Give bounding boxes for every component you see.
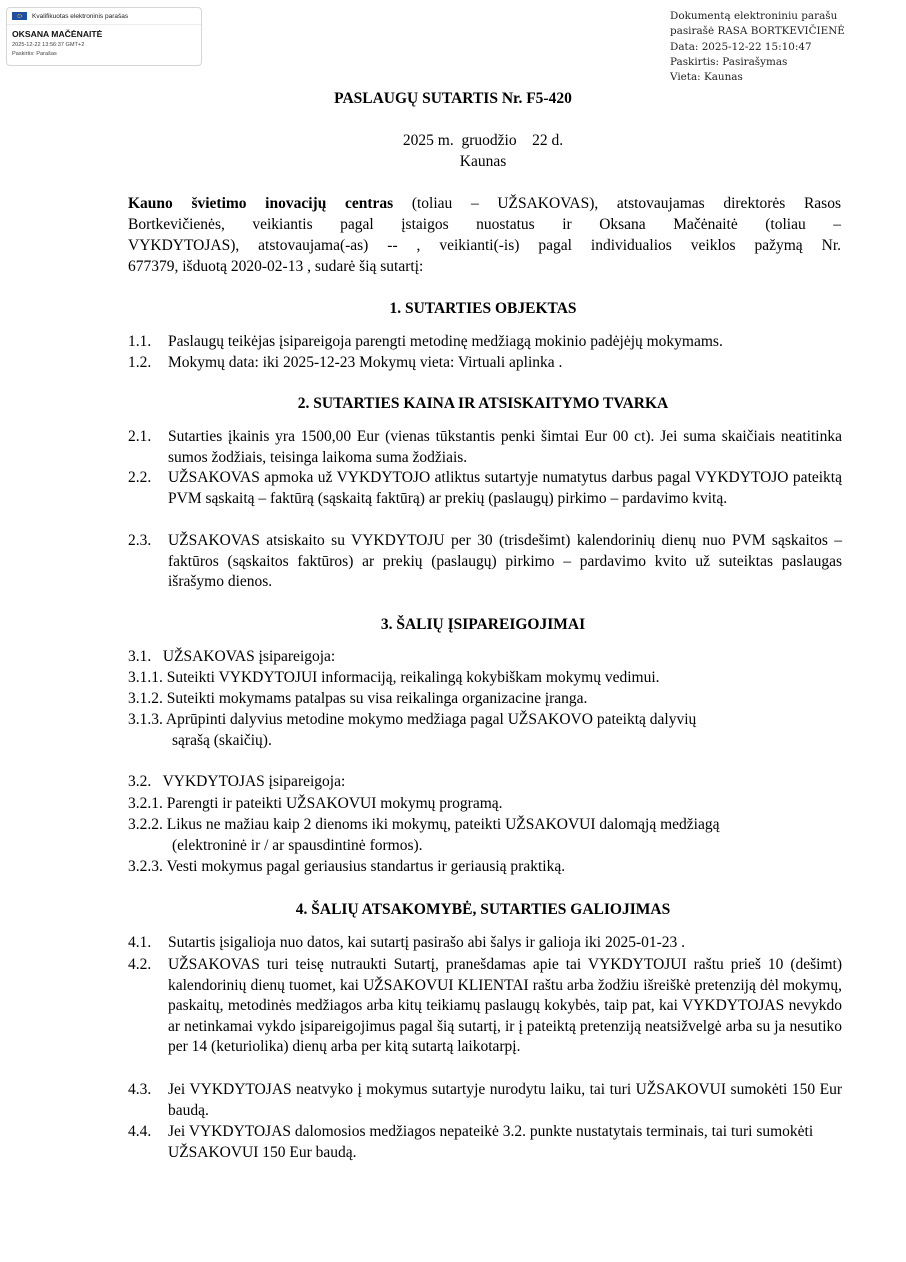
- clause-text: UŽSAKOVAS įsipareigoja:: [159, 648, 336, 665]
- signature-type-label: Kvalifikuotas elektroninis parašas: [32, 12, 129, 20]
- clause-text-continued: (elektroninė ir / ar spausdintinė formos).: [172, 836, 423, 854]
- customer-name: Kauno švietimo inovacijų centras: [128, 195, 394, 212]
- clause-number: 3.2.3.: [128, 858, 163, 875]
- clause-text: UŽSAKOVAS atsiskaito su VYKDYTOJU per 30 (trisdešimt) kalendorinių dienų nuo PVM sąskaitos – faktūros (sąskaitos faktūros) ar prekių (paslaugų) pirkimo – pardavimo kvito už suteiktas paslaugas išrašymo dienos.: [168, 532, 842, 590]
- stamp-line: Vieta: Kaunas: [670, 71, 743, 84]
- clause-text: Vesti mokymus pagal geriausius standartus ir geriausią praktiką.: [166, 858, 566, 875]
- clause-number: 1.2.: [128, 354, 152, 371]
- clause-text: Sutartis įsigalioja nuo datos, kai sutartį pasirašo abi šalys ir galioja iki 2025-01-23 .: [168, 934, 686, 951]
- clause-3-1-2: [128, 689, 842, 710]
- eu-flag-icon: [12, 12, 27, 20]
- clause-3-2-3: [128, 857, 842, 878]
- document-city: Kaunas: [459, 153, 507, 170]
- clause-number: 3.1.3.: [128, 711, 163, 728]
- intro-line: VYKDYTOJAS), atstovaujama(-as) -- , veikianti(-is) pagal individualios veiklos pažymą Nr.: [128, 237, 841, 254]
- stamp-line: Dokumentą elektroniniu parašu: [670, 10, 838, 22]
- clause-text: Mokymų data: iki 2025-12-23 Mokymų vieta: Virtuali aplinka .: [168, 354, 563, 371]
- section-title: 1. SUTARTIES OBJEKTAS: [389, 300, 577, 317]
- section-title: 3. ŠALIŲ ĮSIPAREIGOJIMAI: [380, 616, 586, 633]
- clause-number: 3.2.1.: [128, 795, 163, 812]
- clause-3-2: [128, 772, 842, 793]
- signature-purpose: Paskirtis: Parašas: [12, 51, 57, 57]
- clause-text: Aprūpinti dalyvius metodine mokymo medžiaga pagal UŽSAKOVO pateiktą dalyvių: [165, 711, 697, 728]
- clause-text: Suteikti VYKDYTOJUI informaciją, reikalingą kokybiškam mokymų vedimui.: [166, 669, 660, 686]
- intro-line: Bortkevičienės, veikiantis pagal įstaigos nuostatus ir Oksana Mačėnaitė (toliau –: [128, 216, 841, 233]
- clause-number: 3.1.1.: [128, 669, 163, 686]
- intro-line: 677379, išduotą 2020-02-13 , sudarė šią sutartį:: [128, 258, 424, 275]
- stamp-line: pasirašė RASA BORTKEVIČIENĖ: [670, 25, 845, 38]
- clause-text: Paslaugų teikėjas įsipareigoja parengti metodinę medžiagą mokinio padėjėjų mokymams.: [168, 333, 723, 350]
- clause-number: 2.1.: [128, 428, 152, 445]
- signature-card-header: [7, 8, 201, 25]
- stamp-line: Paskirtis: Pasirašymas: [670, 55, 788, 68]
- clause-2-3: [128, 531, 842, 593]
- clause-3-2-1: [128, 794, 842, 815]
- clause-number: 2.2.: [128, 469, 152, 486]
- clause-number: 3.1.2.: [128, 690, 163, 707]
- clause-number: 3.2.: [128, 773, 152, 790]
- clause-text-continued: sąrašą (skaičių).: [172, 731, 272, 749]
- clause-number: 2.3.: [128, 532, 152, 549]
- document-title: PASLAUGŲ SUTARTIS Nr. F5-420: [334, 90, 572, 107]
- clause-number: 3.2.2.: [128, 816, 163, 833]
- section-title: 4. ŠALIŲ ATSAKOMYBĖ, SUTARTIES GALIOJIMAS: [295, 901, 671, 918]
- clause-number: 4.2.: [128, 956, 152, 973]
- document-date: 2025 m. gruodžio 22 d.: [402, 132, 564, 149]
- clause-number: 4.3.: [128, 1081, 152, 1098]
- clause-number: 3.1.: [128, 648, 152, 665]
- clause-3-2-2: [128, 815, 842, 856]
- signature-timestamp: 2025-12-22 13:56:37 GMT+2: [12, 42, 85, 48]
- intro-paragraph: [128, 193, 841, 277]
- clause-3-1: [128, 647, 842, 668]
- section-title: 2. SUTARTIES KAINA IR ATSISKAITYMO TVARKA: [297, 395, 669, 412]
- signer-name: OKSANA MAČĖNAITĖ: [12, 29, 103, 39]
- clause-number: 4.1.: [128, 934, 152, 951]
- signature-stamp: [670, 9, 900, 85]
- clause-4-2: [128, 955, 842, 1058]
- clause-text: Likus ne mažiau kaip 2 dienoms iki mokymų, pateikti UŽSAKOVUI dalomąją medžiagą: [166, 816, 720, 833]
- qualified-signature-card[interactable]: [6, 7, 202, 66]
- clause-text: UŽSAKOVAS turi teisę nutraukti Sutartį, pranešdamas apie tai VYKDYTOJUI raštu prieš 10 (dešimt) kalendorinių dienų tuomet, kai UŽSAKOVUI KLIENTAI raštu arba žodžiu išreiškė pretenziją dėl mokymų, paskaitų, metodinės medžiagos arba kitų teikiamų paslaugų kokybės, taip pat, kai VYKDYTOJAS nevykdo ar netinkamai vykdo įsipareigojimus pagal šią sutartį, ir į pateiktą pretenziją neatsižvelgė arba su ja nesutiko per 14 (keturiolika) dienų arba per kitą sutartą laikotarpį.: [168, 956, 842, 1055]
- clause-2-1: [128, 427, 842, 468]
- clause-text: Jei VYKDYTOJAS dalomosios medžiagos nepateikė 3.2. punkte nustatytais terminais, tai turi sumokėti UŽSAKOVUI 150 Eur baudą.: [168, 1123, 814, 1161]
- clause-text: Jei VYKDYTOJAS neatvyko į mokymus sutartyje nurodytu laiku, tai turi UŽSAKOVUI sumokėti 150 Eur baudą.: [168, 1081, 842, 1119]
- clause-4-4: [128, 1122, 842, 1163]
- clause-text: Sutarties įkainis yra 1500,00 Eur (vienas tūkstantis penki šimtai Eur 00 ct). Jei suma skaičiais neatitinka sumos žodžiais, teisinga laikoma suma žodžiais.: [168, 428, 842, 466]
- clause-3-1-1: [128, 668, 842, 689]
- clause-number: 1.1.: [128, 333, 152, 350]
- intro-line: [128, 193, 841, 214]
- clause-1-2: [128, 353, 842, 374]
- clause-1-1: [128, 332, 842, 353]
- clause-3-1-3: [128, 710, 842, 751]
- intro-text: (toliau – UŽSAKOVAS), atstovaujamas direktorės Rasos: [393, 195, 841, 212]
- clause-text: Parengti ir pateikti UŽSAKOVUI mokymų programą.: [166, 795, 503, 812]
- clause-4-3: [128, 1080, 842, 1121]
- clause-text: Suteikti mokymams patalpas su visa reikalinga organizacine įranga.: [166, 690, 588, 707]
- stamp-line: Data: 2025-12-22 15:10:47: [670, 40, 812, 53]
- clause-number: 4.4.: [128, 1123, 152, 1140]
- clause-text: VYKDYTOJAS įsipareigoja:: [159, 773, 346, 790]
- clause-text: UŽSAKOVAS apmoka už VYKDYTOJO atliktus sutartyje numatytus darbus pagal VYKDYTOJO pateiktą PVM sąskaitą – faktūrą (sąskaitą faktūrą) ar prekių (paslaugų) pirkimo – pardavimo kvitą.: [168, 469, 842, 507]
- clause-2-2: [128, 468, 842, 509]
- clause-4-1: [128, 933, 842, 954]
